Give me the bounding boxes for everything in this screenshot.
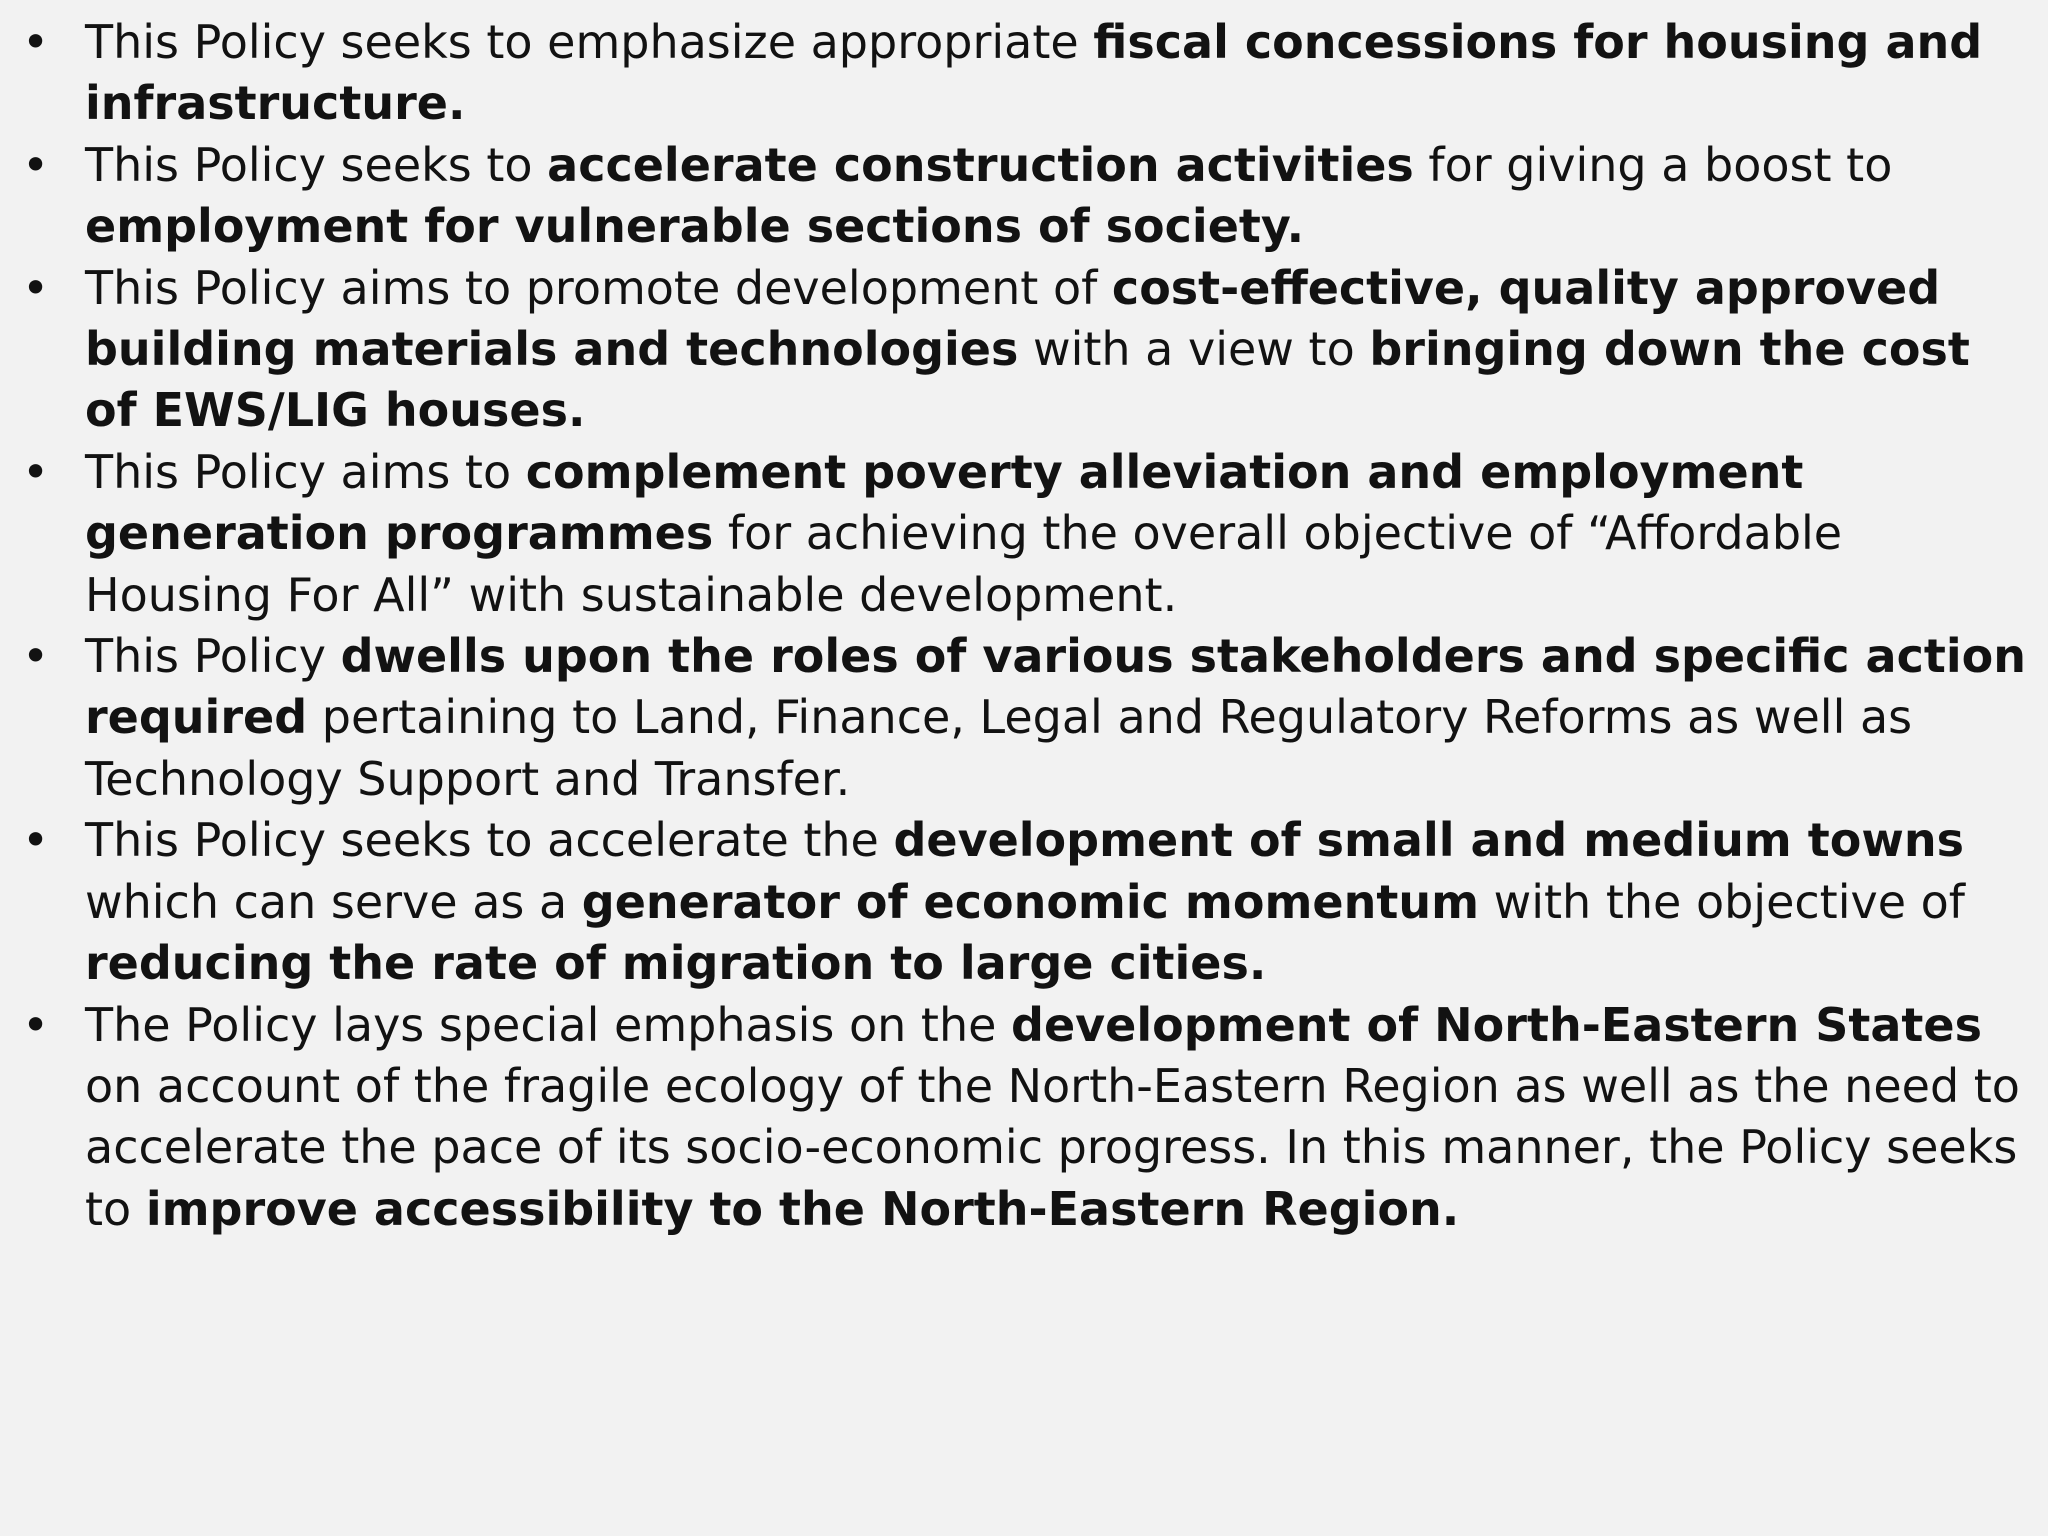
bullet-item (22, 810, 2032, 994)
bullet-text: This Policy seeks to (85, 137, 548, 192)
bullet-text-bold: employment for vulnerable sections of society. (85, 199, 1305, 254)
bullet-text-bold: cost-effective, quality approved building materials and technologies (85, 260, 1941, 377)
bullet-dot-icon: • (22, 137, 50, 192)
policy-bullet-list (22, 12, 2032, 1240)
bullet-text: This Policy aims to (85, 444, 526, 499)
bullet-dot-icon: • (22, 15, 50, 69)
bullet-dot-icon: • (22, 444, 50, 499)
bullet-text-bold: development of North-Eastern States (1011, 997, 1982, 1052)
bullet-item (22, 626, 2032, 810)
bullet-item (22, 258, 2032, 442)
bullet-text: This Policy (85, 629, 341, 684)
bullet-dot-icon: • (22, 813, 50, 868)
bullet-text: for giving a boost to (1413, 137, 1893, 192)
bullet-text: This Policy seeks to emphasize appropriate (85, 15, 1094, 69)
bullet-text-bold: improve accessibility to the North-Eastern Region. (145, 1181, 1460, 1236)
bullet-text-bold: generator of economic momentum (581, 874, 1479, 929)
bullet-item (22, 135, 2032, 258)
bullet-dot-icon: • (22, 997, 50, 1052)
bullet-text-bold: reducing the rate of migration to large cities. (85, 936, 1267, 991)
bullet-text: which can serve as a (85, 874, 582, 929)
bullet-text-bold: complement poverty alleviation and employment generation programmes (85, 444, 1804, 561)
bullet-item (22, 442, 2032, 626)
bullet-text: for achieving the overall objective of “Affordable Housing For All” with sustainable development. (85, 506, 1843, 622)
bullet-text: This Policy seeks to accelerate the (85, 813, 894, 868)
bullet-text: with the objective of (1479, 874, 1965, 929)
bullet-text-bold: development of small and medium towns (893, 813, 1964, 868)
bullet-text: The Policy lays special emphasis on the (85, 997, 1012, 1052)
bullet-item (22, 995, 2032, 1241)
bullet-dot-icon: • (22, 260, 50, 315)
bullet-dot-icon: • (22, 629, 50, 684)
bullet-text: This Policy aims to promote development of (85, 260, 1112, 315)
bullet-text-bold: fiscal concessions for housing and infrastructure. (85, 15, 1983, 131)
bullet-item (22, 12, 2032, 135)
bullet-text-bold: dwells upon the roles of various stakeholders and specific action required (85, 629, 2026, 745)
bullet-text-bold: accelerate construction activities (547, 137, 1414, 192)
bullet-text: pertaining to Land, Finance, Legal and Regulatory Reforms as well as Technology Support and Transfer. (85, 690, 1913, 806)
bullet-text: on account of the fragile ecology of the North-Eastern Region as well as the need to accelerate the pace of its socio-economic progress. In this manner, the Policy seeks to (85, 1058, 2020, 1236)
bullet-text: with a view to (1018, 322, 1370, 377)
bullet-text-bold: bringing down the cost of EWS/LIG houses. (85, 322, 1970, 438)
